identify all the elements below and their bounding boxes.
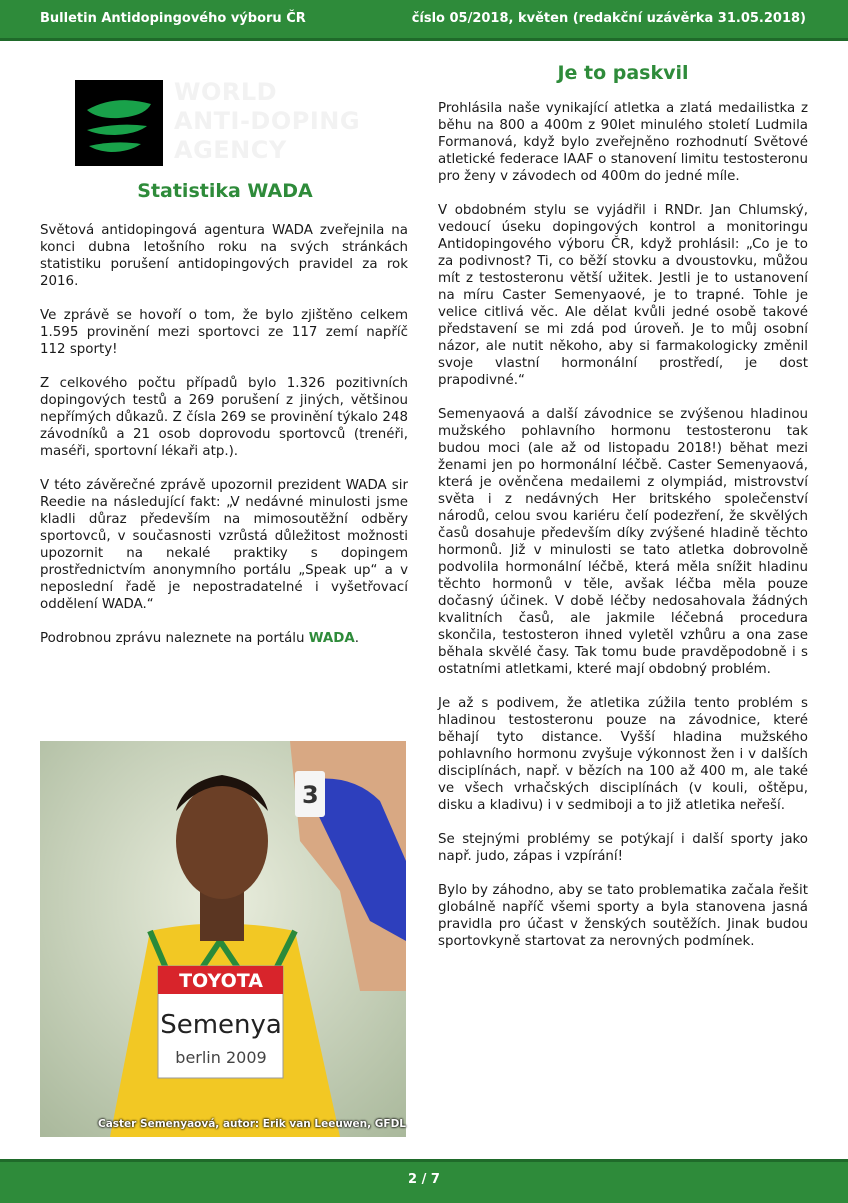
right-paragraph: Se stejnými problémy se potýkají i další sporty jako např. judo, zápas i vzpírání! xyxy=(438,832,808,864)
page-footer xyxy=(0,1159,848,1203)
link-para-end: . xyxy=(354,631,360,646)
left-column xyxy=(40,222,408,664)
right-paragraph: Bylo by záhodno, aby se tato problematika začala řešit globálně napříč všemi sporty a byla stanovena jasná pravidla pro účast v ženských soutěžích. Jinak budou sportovkyně startovat za nerovných podmínek. xyxy=(438,883,808,949)
wada-logo-mark xyxy=(75,80,163,166)
right-section-title: Je to paskvil xyxy=(557,62,689,84)
wada-leaf-icon xyxy=(75,80,163,166)
logo-line-1: WORLD xyxy=(174,78,278,106)
right-paragraph: Prohlásila naše vynikající atletka a zlatá medailistka z běhu na 800 a 400m z 90let minulého století Ludmila Formanová, když bylo zveřejněno rozhodnutí Světové atletické federace IAAF o stanovení limitu testosteronu pro ženy v závodech od 400m do jedné míle. xyxy=(438,101,808,184)
bulletin-title: Bulletin Antidopingového výboru ČR xyxy=(40,11,306,26)
right-paragraph: Je až s podivem, že atletika zúžila tento problém s hladinou testosteronu pouze na závodnice, které běhají tyto distance. Vyšší hladina mužského pohlavního hormonu zvyšuje výkonnost žen i v dalších disciplínách, např. v bězích na 100 až 400 m, ale také ve všech vrhačských disciplínách (v kouli, oštěpu, disku a kladivu) i v sedmiboji a to již atletika neřeší. xyxy=(438,696,808,813)
bib-name: Semenya xyxy=(160,1010,282,1040)
right-paragraph: V obdobném stylu se vyjádřil i RNDr. Jan Chlumský, vedoucí úseku dopingových kontrol a monitoringu Antidopingového výboru ČR, když prohlásil: „Co je to za podivnost? Ti, co běží stovku a dvoustovku, můžou mít z testosteronu větší užitek. Jestli je to ustanovení na míru Caster Semenyaové, je to trapné. Tohle je velice citlivá věc. Ale dělat kvůli jedné osobě takové představení se mi zdá pod úroveň. Je to můj osobní názor, ale nutit někoho, aby si farmakologicky změnil svoje vlastní hormonální prostředí, je dost prapodivné.“ xyxy=(438,203,808,388)
left-paragraph: Ve zprávě se hovoří o tom, že bylo zjištěno celkem 1.595 provinění mezi sportovci ze 117 zemí napříč 112 sporty! xyxy=(40,308,408,357)
logo-line-2: ANTI-DOPING xyxy=(174,107,361,135)
issue-info: číslo 05/2018, květen (redakční uzávěrka 31.05.2018) xyxy=(411,11,806,26)
athlete-photo xyxy=(40,741,406,1137)
link-paragraph xyxy=(40,630,408,647)
page-number: 2 / 7 xyxy=(408,1172,440,1187)
left-paragraph: Z celkového počtu případů bylo 1.326 pozitivních dopingových testů a 269 porušení z jiných, většinou nepřímých důkazů. Z čísla 269 se provinění týkalo 248 závodníků a 21 osob doprovodu sportovců (trenéři, maséři, sportovní lékaři atp.). xyxy=(40,376,408,459)
wada-link[interactable]: WADA xyxy=(308,631,355,646)
photo-caption: Caster Semenyaová, autor: Erik van Leeuwen, GFDL xyxy=(98,1118,406,1130)
bib-city: berlin 2009 xyxy=(175,1048,267,1067)
right-paragraph: Semenyaová a další závodnice se zvýšenou hladinou mužského pohlavního hormonu testosteronu tak budou moci (ale až od listopadu 2018!) běhat mezi ženami jen po hormonální léčbě. Caster Semenyaová, která je ověnčena medailemi z olympiád, mistrovství světa i z nedávných Her britského společenství národů, celou svou kariéru čelí podezření, že skvělých časů dosahuje především díky zvýšené hladině těchto hormonů. Již v minulosti se tato atletka dobrovolně podvolila hormonální léčbě, která měla snížit hladinu těchto hormonů v těle, avšak léčba měla pouze dočasný účinek. V době léčby nedosahovala žádných kvalitních časů, ale jakmile léčebná procedura skončila, testosteron ihned vyletěl vzhůru a ona zase běhala skvělé časy. Tak tomu bude pravděpodobně i s ostatními atletkami, které mají obdobný problém. xyxy=(438,407,808,677)
page-header xyxy=(0,0,848,41)
logo-line-3: AGENCY xyxy=(174,136,287,164)
wada-logo-text xyxy=(174,78,374,165)
photo-illustration xyxy=(40,741,406,1137)
left-section-title: Statistika WADA xyxy=(137,180,313,202)
bib-sponsor: TOYOTA xyxy=(179,970,263,992)
right-column xyxy=(438,100,808,967)
background-bib-number: 3 xyxy=(302,781,319,809)
left-paragraph: V této závěrečné zprávě upozornil prezident WADA sir Reedie na následující fakt: „V nedávné minulosti jsme kladli důraz především na mimosoutěžní odběry sportovců, v současnosti vzrůstá důležitost možnosti upozornit na nekalé praktiky s dopingem prostřednictvím anonymního portálu „Speak up“ a v neposlední řadě je nepostradatelné i vyšetřovací oddělení WADA.“ xyxy=(40,478,408,612)
left-paragraph: Světová antidopingová agentura WADA zveřejnila na konci dubna letošního roku na svých stránkách statistiku porušení antidopingových pravidel za rok 2016. xyxy=(40,223,408,289)
link-para-text: Podrobnou zprávu naleznete na portálu xyxy=(40,631,309,646)
